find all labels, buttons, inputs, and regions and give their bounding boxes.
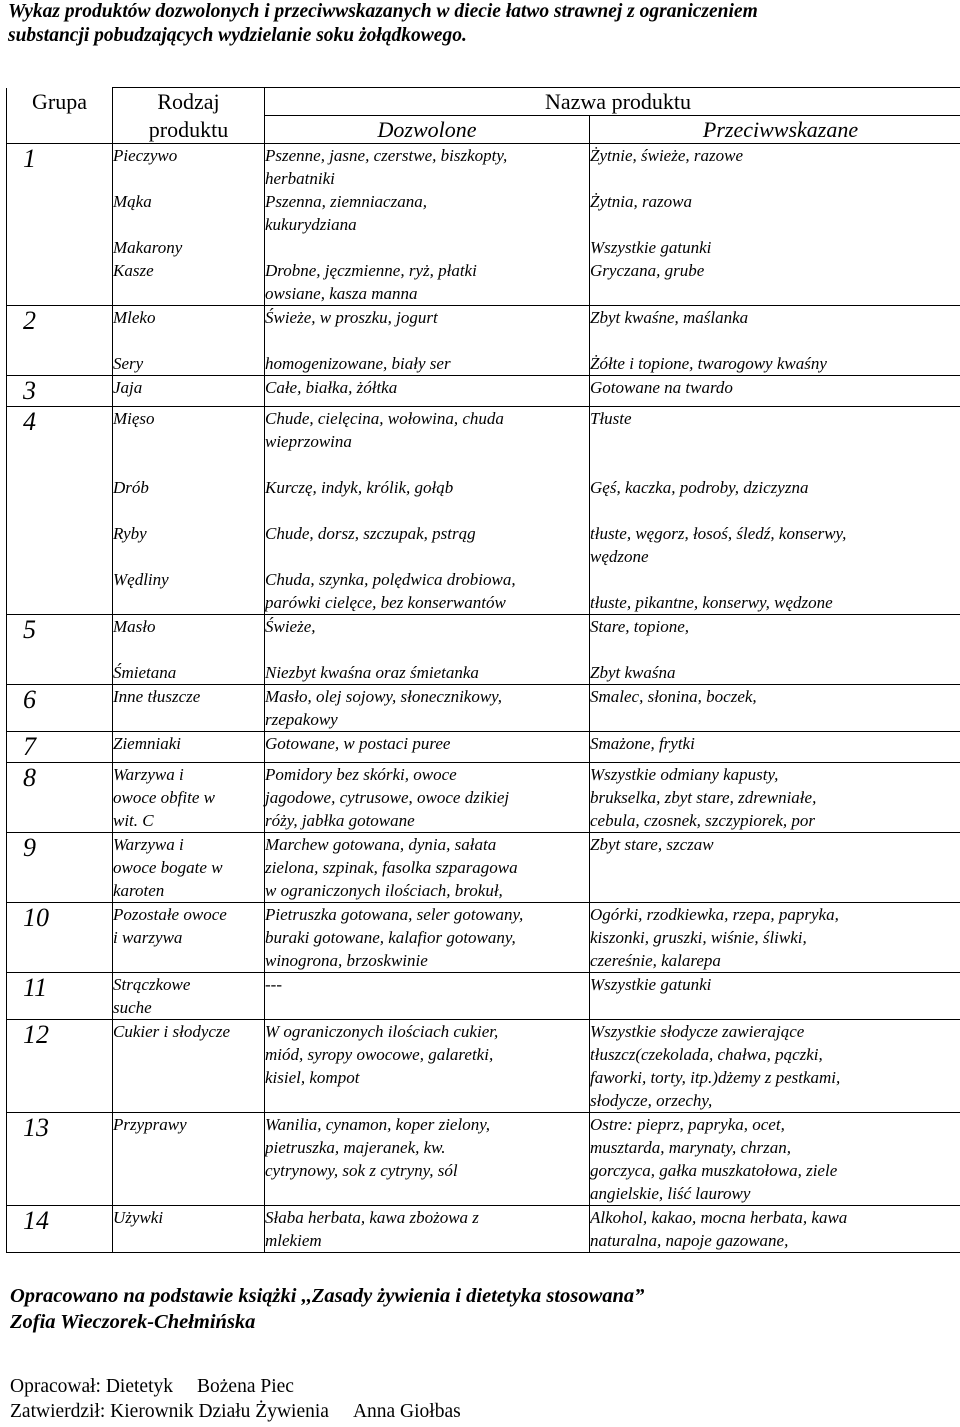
allowed-products-line: parówki cielęce, bez konserwantów (265, 593, 506, 612)
product-kind-line: Mleko (113, 308, 156, 327)
product-kind (113, 615, 265, 685)
product-kind-line: Przyprawy (113, 1115, 187, 1134)
title-line-1: Wykaz produktów dozwolonych i przeciwwskazanych w diecie łatwo strawnej z ograniczeniem (8, 1, 758, 22)
forbidden-products-line: Tłuste (590, 409, 632, 428)
allowed-products-line (265, 638, 589, 661)
forbidden-products-line: Gęś, kaczka, podroby, dziczyzna (590, 478, 809, 497)
forbidden-products-line: Smalec, słonina, boczek, (590, 687, 757, 706)
product-kind (113, 144, 265, 306)
product-kind-line (113, 430, 264, 453)
title-line-2: substancji pobudzających wydzielanie soku żołądkowego. (8, 25, 467, 46)
allowed-products-line (265, 499, 589, 522)
forbidden-products-line: Ogórki, rzodkiewka, rzepa, papryka, (590, 905, 839, 924)
forbidden-products-line: naturalna, napoje gazowane, (590, 1231, 789, 1250)
allowed-products (265, 833, 590, 903)
product-kind-line: Jaja (113, 378, 143, 397)
table-row (7, 1020, 960, 1113)
allowed-products-line: Kurczę, indyk, królik, gołąb (265, 478, 454, 497)
product-kind-line: Sery (113, 354, 144, 373)
forbidden-products (590, 615, 960, 685)
forbidden-products-line: tłuste, węgorz, łosoś, śledź, konserwy, (590, 524, 847, 543)
group-number: 12 (7, 1020, 113, 1113)
forbidden-products-line: Alkohol, kakao, mocna herbata, kawa (590, 1208, 848, 1227)
product-kind-line (113, 167, 264, 190)
forbidden-products-line: angielskie, liść laurowy (590, 1184, 751, 1203)
allowed-products-line: herbatniki (265, 169, 335, 188)
prepared-name: Bożena Piec (197, 1376, 294, 1397)
product-kind-line: karoten (113, 881, 165, 900)
forbidden-products-line: musztarda, marynaty, chrzan, (590, 1138, 792, 1157)
allowed-products-line: Pietruszka gotowana, seler gotowany, (265, 905, 524, 924)
allowed-products-line: Słaba herbata, kawa zbożowa z (265, 1208, 479, 1227)
prepared-by (10, 1374, 461, 1399)
table-row (7, 732, 960, 763)
product-kind (113, 1206, 265, 1253)
forbidden-products (590, 903, 960, 973)
source-note (10, 1283, 644, 1335)
source-line-2: Zofia Wieczorek-Chełmińska (10, 1311, 256, 1333)
approved-by (10, 1399, 461, 1424)
forbidden-products-line: Wszystkie odmiany kapusty, (590, 765, 779, 784)
group-number: 11 (7, 973, 113, 1020)
group-number: 6 (7, 685, 113, 732)
header-dozwolone: Dozwolone (265, 116, 590, 144)
forbidden-products (590, 732, 960, 763)
header-row-1 (7, 88, 960, 116)
forbidden-products-line: Ostre: pieprz, papryka, ocet, (590, 1115, 785, 1134)
allowed-products-line: wieprzowina (265, 432, 352, 451)
allowed-products (265, 1020, 590, 1113)
header-przeciwwskazane: Przeciwwskazane (590, 116, 960, 144)
product-kind-line: owoce obfite w (113, 788, 215, 807)
allowed-products-line: --- (265, 975, 282, 994)
forbidden-products-line: Żółte i topione, twarogowy kwaśny (590, 354, 827, 373)
approved-role: Kierownik Działu Żywienia (110, 1401, 329, 1422)
product-kind-line (113, 499, 264, 522)
allowed-products-line: w ograniczonych ilościach, brokuł, (265, 881, 503, 900)
product-kind (113, 1113, 265, 1206)
allowed-products-line: cytrynowy, sok z cytryny, sól (265, 1161, 458, 1180)
product-kind-line (113, 545, 264, 568)
product-kind-line (113, 638, 264, 661)
allowed-products (265, 376, 590, 407)
allowed-products-line: owsiane, kasza manna (265, 284, 418, 303)
forbidden-products-line: Zbyt kwaśna (590, 663, 676, 682)
allowed-products-line: Wanilia, cynamon, koper zielony, (265, 1115, 491, 1134)
forbidden-products-line: wędzone (590, 547, 649, 566)
allowed-products (265, 763, 590, 833)
product-kind (113, 1020, 265, 1113)
allowed-products-line: mlekiem (265, 1231, 322, 1250)
allowed-products-line: Pomidory bez skórki, owoce (265, 765, 457, 784)
group-number: 3 (7, 376, 113, 407)
allowed-products-line: Gotowane, w postaci puree (265, 734, 451, 753)
product-kind-line: Śmietana (113, 663, 177, 682)
forbidden-products (590, 763, 960, 833)
forbidden-products-line: Zbyt stare, szczaw (590, 835, 714, 854)
allowed-products (265, 615, 590, 685)
table-row (7, 685, 960, 732)
allowed-products-line: kisiel, kompot (265, 1068, 360, 1087)
header-row-2 (7, 116, 960, 144)
prepared-role: Dietetyk (105, 1376, 173, 1397)
forbidden-products-line: Smażone, frytki (590, 734, 695, 753)
forbidden-products-line (590, 453, 960, 476)
allowed-products (265, 685, 590, 732)
forbidden-products (590, 973, 960, 1020)
allowed-products (265, 973, 590, 1020)
product-kind-line: Masło (113, 617, 156, 636)
forbidden-products-line: Żytnie, świeże, razowe (590, 146, 743, 165)
allowed-products (265, 407, 590, 615)
forbidden-products-line (590, 329, 960, 352)
forbidden-products (590, 685, 960, 732)
allowed-products-line: Chude, dorsz, szczupak, pstrąg (265, 524, 476, 543)
allowed-products-line: miód, syropy owocowe, galaretki, (265, 1045, 494, 1064)
group-number: 13 (7, 1113, 113, 1206)
product-kind (113, 833, 265, 903)
source-line-1: Opracowano na podstawie książki ,,Zasady żywienia i dietetyka stosowana” (10, 1285, 645, 1307)
group-number: 14 (7, 1206, 113, 1253)
group-number: 1 (7, 144, 113, 306)
header-grupa: Grupa (7, 88, 113, 116)
table-row (7, 376, 960, 407)
product-kind-line: Pieczywo (113, 146, 178, 165)
forbidden-products-line: Wszystkie słodycze zawierające (590, 1022, 805, 1041)
forbidden-products-line: Wszystkie gatunki (590, 238, 712, 257)
product-kind-line: Warzywa i (113, 765, 184, 784)
allowed-products (265, 306, 590, 376)
table-row (7, 973, 960, 1020)
allowed-products-line: Chude, cielęcina, wołowina, chuda (265, 409, 504, 428)
forbidden-products-line (590, 499, 960, 522)
signatures (10, 1374, 461, 1424)
table-row (7, 144, 960, 306)
product-kind-line: Warzywa i (113, 835, 184, 854)
allowed-products (265, 1113, 590, 1206)
product-kind-line: Drób (113, 478, 149, 497)
allowed-products-line: W ograniczonych ilościach cukier, (265, 1022, 499, 1041)
forbidden-products-line: Żytnia, razowa (590, 192, 693, 211)
product-kind-line: Mąka (113, 192, 152, 211)
table-row (7, 407, 960, 615)
allowed-products-line: rzepakowy (265, 710, 338, 729)
product-kind-line: Inne tłuszcze (113, 687, 201, 706)
forbidden-products-line: Wszystkie gatunki (590, 975, 712, 994)
product-kind (113, 685, 265, 732)
forbidden-products-line (590, 430, 960, 453)
allowed-products (265, 144, 590, 306)
allowed-products-line: pietruszka, majeranek, kw. (265, 1138, 446, 1157)
allowed-products (265, 1206, 590, 1253)
product-kind-line (113, 329, 264, 352)
allowed-products-line: Świeże, w proszku, jogurt (265, 308, 438, 327)
forbidden-products (590, 1020, 960, 1113)
product-kind-line: Wędliny (113, 570, 169, 589)
forbidden-products-line: kiszonki, gruszki, wiśnie, śliwki, (590, 928, 807, 947)
forbidden-products-line: brukselka, zbyt stare, zdrewniałe, (590, 788, 817, 807)
forbidden-products-line: tłuszcz(czekolada, chałwa, pączki, (590, 1045, 823, 1064)
table-row (7, 833, 960, 903)
product-kind (113, 306, 265, 376)
product-kind-line: wit. C (113, 811, 154, 830)
forbidden-products-line: faworki, torty, itp.)dżemy z pestkami, (590, 1068, 841, 1087)
product-kind (113, 903, 265, 973)
group-number: 10 (7, 903, 113, 973)
allowed-products-line: Masło, olej sojowy, słonecznikowy, (265, 687, 503, 706)
forbidden-products-line: Stare, topione, (590, 617, 689, 636)
header-rodzaj-1: Rodzaj (113, 88, 265, 116)
allowed-products-line: Pszenne, jasne, czerstwe, biszkopty, (265, 146, 508, 165)
header-nazwa-produktu: Nazwa produktu (265, 88, 960, 116)
product-kind-line: Strączkowe (113, 975, 191, 994)
product-kind (113, 376, 265, 407)
header-rodzaj-2: produktu (113, 116, 265, 144)
allowed-products-line (265, 545, 589, 568)
forbidden-products (590, 144, 960, 306)
product-kind-line: i warzywa (113, 928, 183, 947)
document-title (8, 0, 958, 48)
allowed-products-line: homogenizowane, biały ser (265, 354, 451, 373)
product-kind-line: Ziemniaki (113, 734, 181, 753)
product-kind-line: Pozostałe owoce (113, 905, 227, 924)
table-row (7, 763, 960, 833)
forbidden-products-line: tłuste, pikantne, konserwy, wędzone (590, 593, 833, 612)
product-kind-line (113, 453, 264, 476)
product-kind (113, 407, 265, 615)
product-kind-line: owoce bogate w (113, 858, 223, 877)
prepared-label: Opracował: (10, 1376, 101, 1397)
forbidden-products (590, 376, 960, 407)
product-kind (113, 763, 265, 833)
product-kind-line: Cukier i słodycze (113, 1022, 231, 1041)
allowed-products-line: buraki gotowane, kalafior gotowany, (265, 928, 516, 947)
table-body (7, 144, 960, 1253)
group-number: 8 (7, 763, 113, 833)
allowed-products-line: zielona, szpinak, fasolka szparagowa (265, 858, 518, 877)
product-kind-line: suche (113, 998, 152, 1017)
product-kind (113, 732, 265, 763)
product-kind-line (113, 213, 264, 236)
allowed-products-line: Marchew gotowana, dynia, sałata (265, 835, 497, 854)
group-number: 9 (7, 833, 113, 903)
allowed-products-line: róży, jabłka gotowane (265, 811, 415, 830)
forbidden-products-line: gorczyca, gałka muszkatołowa, ziele (590, 1161, 838, 1180)
allowed-products-line: kukurydziana (265, 215, 357, 234)
allowed-products (265, 903, 590, 973)
header-grupa-empty (7, 116, 113, 144)
allowed-products-line: Świeże, (265, 617, 316, 636)
forbidden-products-line: cebula, czosnek, szczypiorek, por (590, 811, 816, 830)
group-number: 2 (7, 306, 113, 376)
allowed-products-line: Drobne, jęczmienne, ryż, płatki (265, 261, 477, 280)
allowed-products-line: jagodowe, cytrusowe, owoce dzikiej (265, 788, 510, 807)
product-kind (113, 973, 265, 1020)
group-number: 7 (7, 732, 113, 763)
table-row (7, 1206, 960, 1253)
forbidden-products-line: czereśnie, kalarepa (590, 951, 721, 970)
approved-label: Zatwierdził: (10, 1401, 106, 1422)
group-number: 4 (7, 407, 113, 615)
forbidden-products-line: Gryczana, grube (590, 261, 705, 280)
table-row (7, 615, 960, 685)
allowed-products-line (265, 329, 589, 352)
forbidden-products (590, 1206, 960, 1253)
forbidden-products-line (590, 568, 960, 591)
forbidden-products (590, 306, 960, 376)
group-number: 5 (7, 615, 113, 685)
forbidden-products-line (590, 167, 960, 190)
product-kind-line: Mięso (113, 409, 155, 428)
allowed-products-line (265, 453, 589, 476)
allowed-products-line: Chuda, szynka, polędwica drobiowa, (265, 570, 516, 589)
forbidden-products-line: Gotowane na twardo (590, 378, 733, 397)
forbidden-products-line (590, 213, 960, 236)
product-kind-line: Makarony (113, 238, 183, 257)
table-row (7, 903, 960, 973)
table-row (7, 1113, 960, 1206)
forbidden-products-line: Zbyt kwaśne, maślanka (590, 308, 749, 327)
allowed-products-line: Niezbyt kwaśna oraz śmietanka (265, 663, 479, 682)
table-row (7, 306, 960, 376)
product-kind-line: Ryby (113, 524, 147, 543)
forbidden-products-line: słodycze, orzechy, (590, 1091, 713, 1110)
forbidden-products (590, 1113, 960, 1206)
product-kind-line: Kasze (113, 261, 154, 280)
allowed-products (265, 732, 590, 763)
allowed-products-line: Całe, białka, żółtka (265, 378, 398, 397)
allowed-products-line: winogrona, brzoskwinie (265, 951, 428, 970)
allowed-products-line (265, 236, 589, 259)
allowed-products-line: Pszenna, ziemniaczana, (265, 192, 427, 211)
forbidden-products (590, 833, 960, 903)
approved-name: Anna Giołbas (352, 1401, 461, 1422)
products-table (6, 87, 960, 1253)
product-kind-line: Używki (113, 1208, 164, 1227)
forbidden-products (590, 407, 960, 615)
forbidden-products-line (590, 638, 960, 661)
